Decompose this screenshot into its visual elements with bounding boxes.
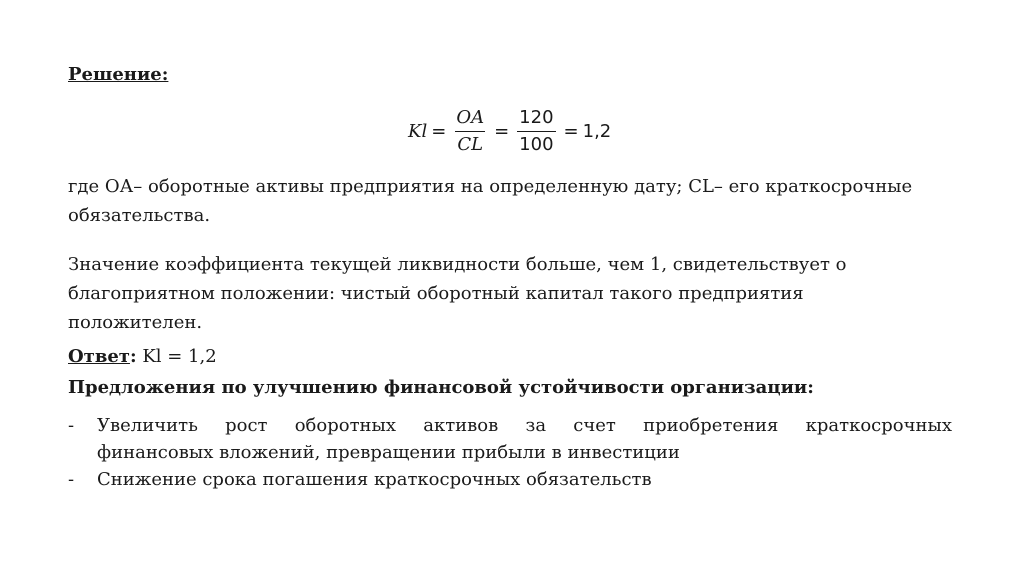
- formula-result: 1,2: [582, 120, 612, 142]
- formula-fraction-values: [517, 107, 555, 156]
- fraction-denominator: 100: [517, 131, 555, 156]
- answer-value: Kl = 1,2: [136, 346, 217, 367]
- proposals-list: [68, 412, 952, 493]
- list-item-text: Снижение срока погашения краткосрочных обязательств: [97, 469, 652, 490]
- list-item-line-2: финансовых вложений, превращении прибыли в инвестиции: [97, 442, 680, 463]
- list-bullet: -: [68, 415, 75, 436]
- answer-colon: :: [129, 346, 137, 367]
- solution-heading: Решение:: [68, 64, 169, 85]
- formula-equals-3: =: [563, 120, 579, 142]
- formula-lhs: Kl: [408, 120, 428, 142]
- list-item: [68, 412, 952, 466]
- list-item-line-1: Увеличить рост оборотных активов за счет приобретения краткосрочных: [97, 415, 952, 436]
- formula-equals-1: =: [431, 120, 447, 142]
- formula-equals-2: =: [494, 120, 510, 142]
- list-bullet: -: [68, 469, 75, 490]
- formula: [408, 104, 611, 158]
- formula-fraction-ratio: [454, 107, 486, 156]
- answer-label: Ответ: [68, 346, 130, 367]
- answer-line: [68, 342, 928, 371]
- definition-paragraph: где ОА– оборотные активы предприятия на определенную дату; CL– его краткосрочные обязательства.: [68, 176, 913, 226]
- fraction-numerator: 120: [519, 106, 554, 128]
- interpretation-paragraph: Значение коэффициента текущей ликвидности больше, чем 1, свидетельствует о благоприятном положении: чистый оборотный капитал такого предприятия положителен.: [68, 254, 847, 333]
- fraction-numerator: OA: [456, 106, 485, 128]
- list-item: [68, 466, 952, 493]
- fraction-denominator: CL: [455, 131, 485, 156]
- proposals-title: Предложения по улучшению финансовой устойчивости организации:: [68, 377, 814, 398]
